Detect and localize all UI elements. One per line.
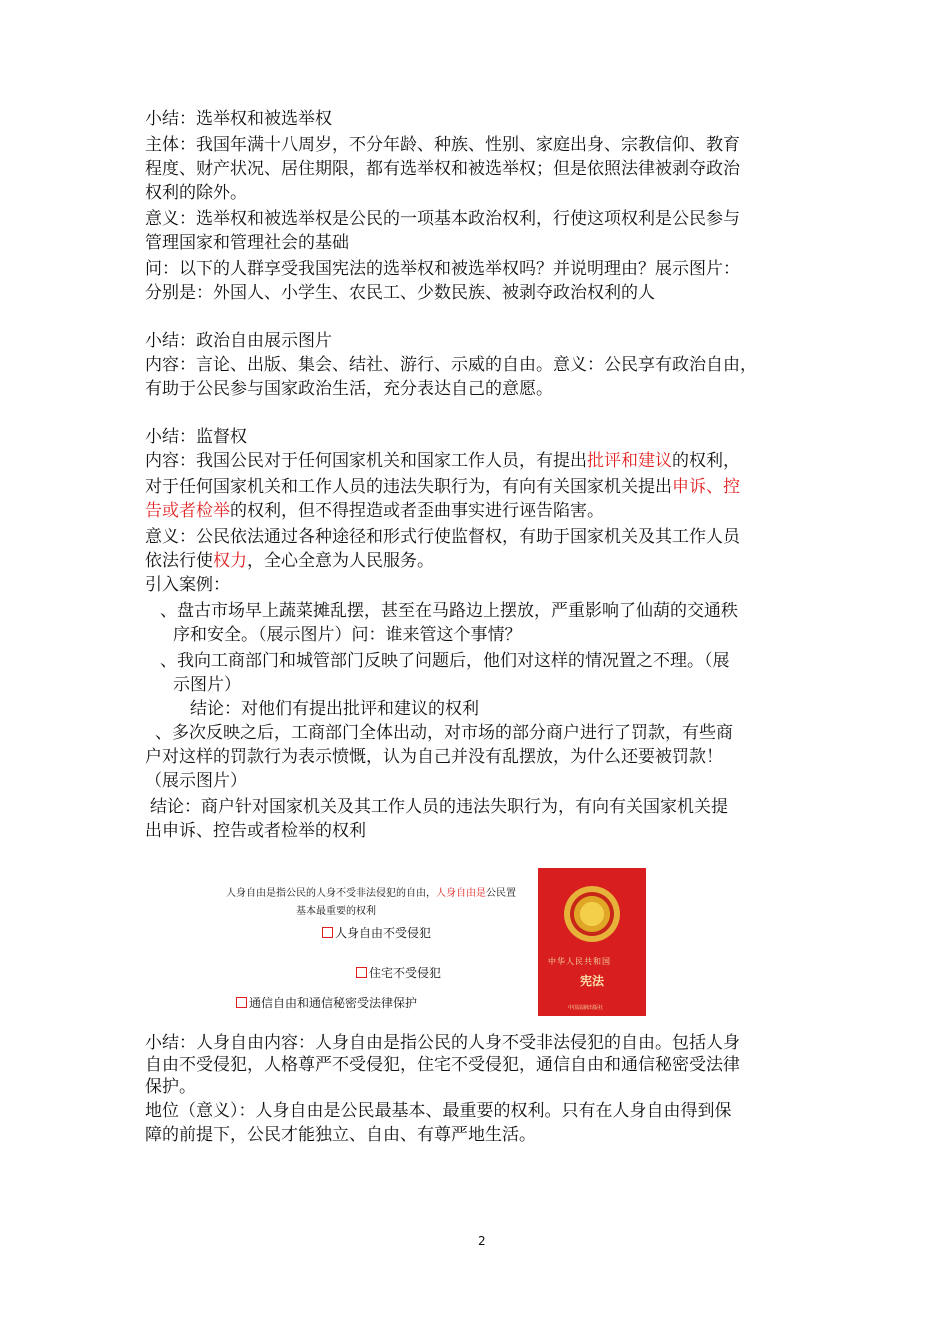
case-line: 、盘古市场早上蔬菜摊乱摆，甚至在马路边上摆放，严重影响了仙葫的交通秩	[160, 601, 738, 621]
text-run: 依法行使	[145, 551, 213, 571]
figure-item	[322, 926, 431, 940]
case-conclusion: 结论：对他们有提出批评和建议的权利	[190, 699, 479, 719]
figure-item-label: 人身自由不受侵犯	[335, 926, 432, 940]
highlight-text: 批评和建议	[587, 451, 672, 471]
caption-run: 人身自由是指公民的人身不受非法侵犯的自由，	[226, 888, 436, 899]
text-line: 权利的除外。	[145, 183, 247, 203]
figure-item	[356, 966, 441, 980]
text-line	[145, 476, 740, 498]
section-title-election: 小结：选举权和被选举权	[145, 109, 332, 129]
book-title: 宪法	[580, 974, 605, 988]
text-line: 引入案例：	[145, 575, 230, 595]
text-line: 障的前提下，公民才能独立、自由、有尊严地生活。	[145, 1125, 536, 1145]
book-subtitle: 中华人民共和国	[548, 957, 611, 966]
figure-item	[236, 996, 417, 1010]
text-line: 问：以下的人群享受我国宪法的选举权和被选举权吗？并说明理由？展示图片：	[145, 259, 740, 279]
case-line: 、我向工商部门和城管部门反映了问题后，他们对这样的情况置之不理。（展	[160, 651, 730, 671]
figure-caption	[226, 888, 516, 900]
text-run: 对于任何国家机关和工作人员的违法失职行为，有向有关国家机关提出	[145, 477, 672, 497]
text-line: 程度、财产状况、居住期限，都有选举权和被选举权；但是依照法律被剥夺政治	[145, 159, 740, 179]
checkbox-icon	[236, 997, 247, 1008]
text-run: 的权利，但不得捏造或者歪曲事实进行诬告陷害。	[230, 501, 604, 521]
book-publisher: 中国法制出版社	[568, 1005, 604, 1011]
text-run: 内容：我国公民对于任何国家机关和国家工作人员，有提出	[145, 451, 587, 471]
checkbox-icon	[322, 927, 333, 938]
text-line: 保护。	[145, 1077, 196, 1097]
case-line: （展示图片）	[145, 771, 247, 791]
text-line: 有助于公民参与国家政治生活，充分表达自己的意愿。	[145, 379, 553, 399]
text-line: 管理国家和管理社会的基础	[145, 233, 349, 253]
highlight-text: 申诉、控	[672, 477, 740, 497]
case-line: 户对这样的罚款行为表示愤慨，认为自己并没有乱摆放，为什么还要被罚款！	[145, 747, 723, 767]
section-title-political-freedom: 小结：政治自由展示图片	[145, 331, 332, 351]
figure-item-label: 通信自由和通信秘密受法律保护	[249, 996, 418, 1010]
case-conclusion: 结论：商户针对国家机关及其工作人员的违法失职行为，有向有关国家机关提	[150, 797, 728, 817]
page-number: 2	[478, 1234, 486, 1248]
section-title-supervision: 小结：监督权	[145, 427, 247, 447]
text-line: 主体：我国年满十八周岁，不分年龄、种族、性别、家庭出身、宗教信仰、教育	[145, 135, 740, 155]
figure-caption: 基本最重要的权利	[296, 906, 376, 917]
text-line: 分别是：外国人、小学生、农民工、少数民族、被剥夺政治权利的人	[145, 283, 655, 303]
highlight-text: 人身自由是	[436, 888, 486, 899]
text-line: 地位（意义）：人身自由是公民最基本、最重要的权利。只有在人身自由得到保	[145, 1101, 732, 1121]
text-line: 意义：选举权和被选举权是公民的一项基本政治权利，行使这项权利是公民参与	[145, 209, 740, 229]
case-line: 序和安全。（展示图片）问：谁来管这个事情？	[173, 625, 522, 645]
text-line: 自由不受侵犯，人格尊严不受侵犯，住宅不受侵犯，通信自由和通信秘密受法律	[145, 1055, 740, 1075]
caption-run: 公民置	[486, 888, 516, 899]
highlight-text: 告或者检举	[145, 501, 230, 521]
text-line	[145, 500, 604, 522]
text-line: 小结：人身自由内容：人身自由是指公民的人身不受非法侵犯的自由。包括人身	[145, 1033, 740, 1053]
figure-item-label: 住宅不受侵犯	[369, 966, 442, 980]
case-line: 示图片）	[173, 675, 241, 695]
text-line	[145, 550, 434, 572]
case-line: 出申诉、控告或者检举的权利	[145, 821, 366, 841]
checkbox-icon	[356, 967, 367, 978]
case-line: 、多次反映之后，工商部门全体出动，对市场的部分商户进行了罚款，有些商	[155, 723, 733, 743]
text-line: 内容：言论、出版、集会、结社、游行、示威的自由。意义：公民享有政治自由，	[145, 355, 757, 375]
text-line	[145, 450, 740, 472]
text-run: ，全心全意为人民服务。	[247, 551, 434, 571]
highlight-text: 权力	[213, 551, 247, 571]
constitution-book-image	[538, 868, 646, 1016]
text-line: 意义：公民依法通过各种途径和形式行使监督权，有助于国家机关及其工作人员	[145, 527, 740, 547]
text-run: 的权利，	[672, 451, 740, 471]
national-emblem-icon	[564, 886, 620, 942]
